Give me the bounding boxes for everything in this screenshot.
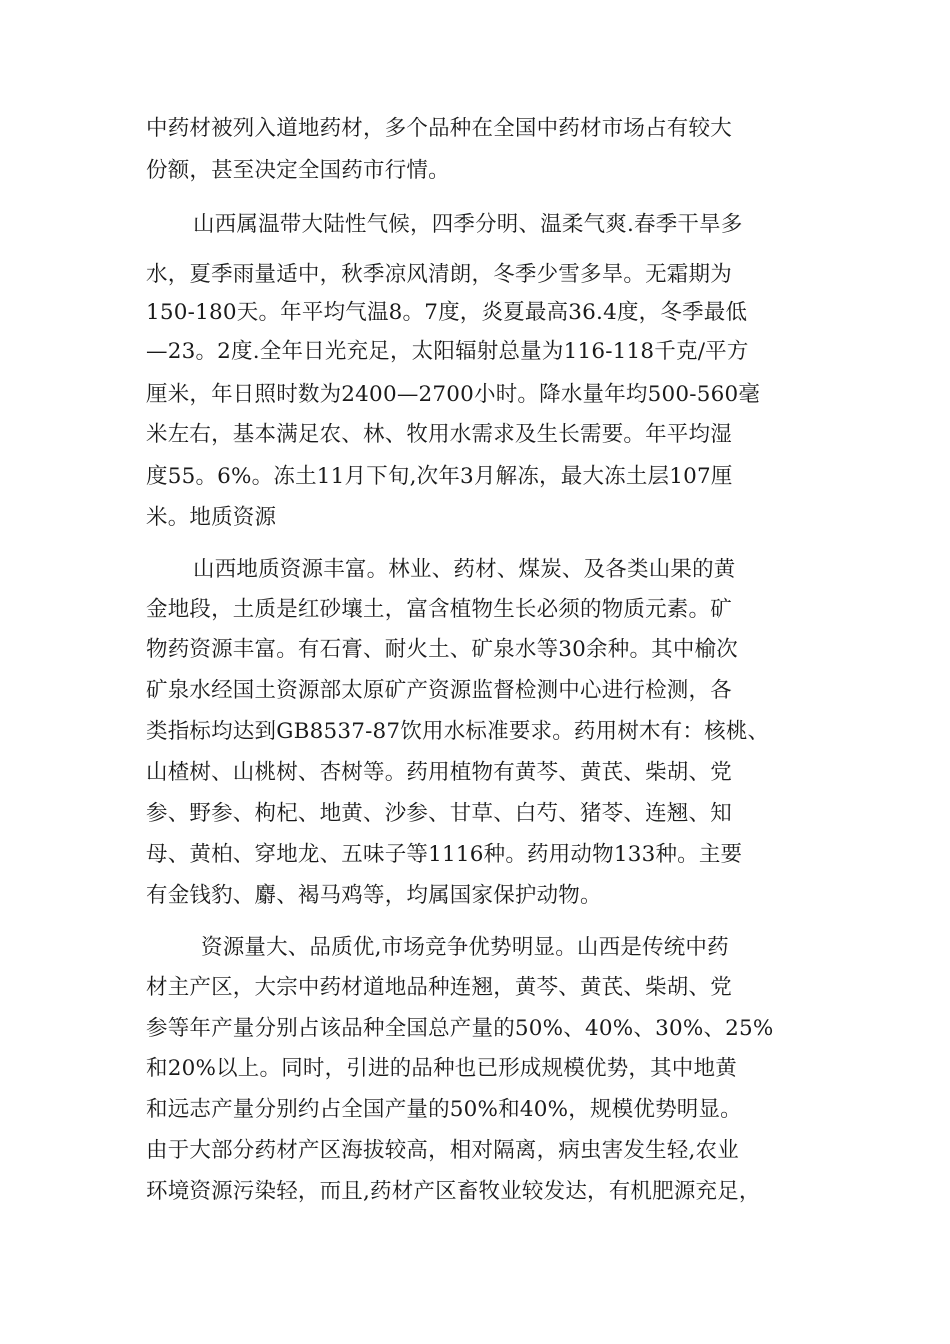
text-line: 份额，甚至决定全国药市行情。 [146,158,450,183]
text-line: 金地段，土质是红砂壤土，富含植物生长必须的物质元素。矿 [146,597,732,622]
text-line: 150-180天。年平均气温8。7度，炎夏最高36.4度，冬季最低 [146,300,748,325]
text-line: 参、野参、枸杞、地黄、沙参、甘草、白芍、猪苓、连翘、知 [146,801,732,826]
text-line: 中药材被列入道地药材，多个品种在全国中药材市场占有较大 [146,116,732,141]
paragraph-geology-first-line: 山西地质资源丰富。林业、药材、煤炭、及各类山果的黄 [193,557,736,582]
text-line: 参等年产量分别占该品种全国总产量的50%、40%、30%、25% [146,1016,774,1041]
text-line: 有金钱豹、麝、褐马鸡等，均属国家保护动物。 [146,883,602,908]
paragraph-market-first-line: 资源量大、品质优,市场竞争优势明显。山西是传统中药 [201,935,729,960]
text-line: 矿泉水经国土资源部太原矿产资源监督检测中心进行检测，各 [146,678,732,703]
text-line: 米左右，基本满足农、林、牧用水需求及生长需要。年平均湿 [146,422,732,447]
text-line: 和20%以上。同时，引进的品种也已形成规模优势，其中地黄 [146,1056,737,1081]
text-line: 材主产区，大宗中药材道地品种连翘，黄芩、黄芪、柴胡、党 [146,975,732,1000]
text-line: 由于大部分药材产区海拔较高，相对隔离，病虫害发生轻,农业 [146,1138,739,1163]
text-line: 环境资源污染轻，而且,药材产区畜牧业较发达，有机肥源充足， [146,1179,761,1204]
text-line: —23。2度.全年日光充足，太阳辐射总量为116-118千克/平方 [146,339,749,364]
text-line: 山楂树、山桃树、杏树等。药用植物有黄芩、黄芪、柴胡、党 [146,760,732,785]
paragraph-climate-first-line: 山西属温带大陆性气候，四季分明、温柔气爽.春季干旱多 [193,212,743,237]
text-line: 母、黄柏、穿地龙、五味子等1116种。药用动物133种。主要 [146,842,743,867]
text-line: 和远志产量分别约占全国产量的50%和40%，规模优势明显。 [146,1097,742,1122]
text-line: 类指标均达到GB8537-87饮用水标准要求。药用树木有：核桃、 [146,719,770,744]
text-line: 水，夏季雨量适中，秋季凉风清朗，冬季少雪多旱。无霜期为 [146,262,732,287]
text-line: 物药资源丰富。有石膏、耐火土、矿泉水等30余种。其中榆次 [146,637,738,662]
text-line: 度55。6%。冻土11月下旬,次年3月解冻，最大冻土层107厘 [146,464,733,489]
text-line: 米。地质资源 [146,505,277,530]
text-line: 厘米，年日照时数为2400—2700小时。降水量年均500-560毫 [146,382,761,407]
